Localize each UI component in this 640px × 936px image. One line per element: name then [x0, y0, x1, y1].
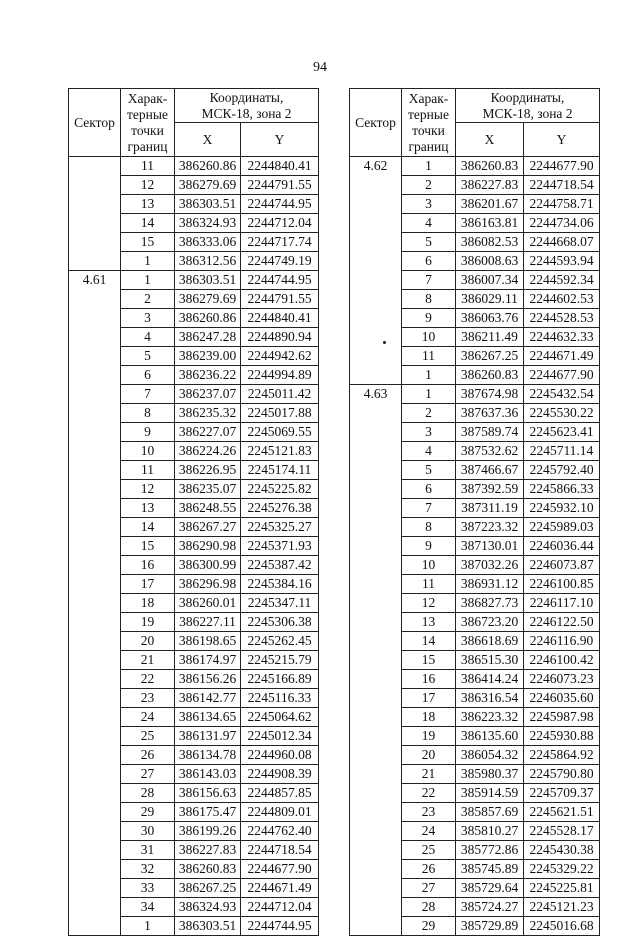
- point-cell: 21: [402, 765, 456, 784]
- y-coordinate-cell: 2245016.68: [524, 917, 600, 936]
- point-cell: 15: [121, 537, 175, 556]
- y-coordinate-cell: 2245621.51: [524, 803, 600, 822]
- point-cell: 29: [121, 803, 175, 822]
- point-cell: 13: [402, 613, 456, 632]
- y-coordinate-cell: 2246100.42: [524, 651, 600, 670]
- y-coordinate-cell: 2244857.85: [241, 784, 319, 803]
- point-cell: 7: [121, 385, 175, 404]
- x-coordinate-cell: 386260.86: [175, 157, 241, 176]
- point-cell: 20: [121, 632, 175, 651]
- point-cell: 21: [121, 651, 175, 670]
- point-cell: 19: [402, 727, 456, 746]
- point-cell: 26: [121, 746, 175, 765]
- header-sector: Сектор: [350, 89, 402, 157]
- y-coordinate-cell: 2244840.41: [241, 157, 319, 176]
- x-coordinate-cell: 385810.27: [456, 822, 524, 841]
- point-cell: 17: [402, 689, 456, 708]
- point-cell: 20: [402, 746, 456, 765]
- y-coordinate-cell: 2244528.53: [524, 309, 600, 328]
- x-coordinate-cell: 386260.83: [456, 157, 524, 176]
- y-coordinate-cell: 2245174.11: [241, 461, 319, 480]
- header-points-line: терные: [127, 106, 168, 122]
- y-coordinate-cell: 2244677.90: [241, 860, 319, 879]
- x-coordinate-cell: 387532.62: [456, 442, 524, 461]
- point-cell: 1: [402, 385, 456, 404]
- x-coordinate-cell: 386303.51: [175, 917, 241, 936]
- point-cell: 1: [402, 157, 456, 176]
- table-row: [350, 385, 600, 404]
- x-coordinate-cell: 385857.69: [456, 803, 524, 822]
- y-coordinate-cell: 2245387.42: [241, 556, 319, 575]
- y-coordinate-cell: 2245528.17: [524, 822, 600, 841]
- point-cell: 23: [402, 803, 456, 822]
- x-coordinate-cell: 386142.77: [175, 689, 241, 708]
- point-cell: 5: [402, 233, 456, 252]
- point-cell: 1: [121, 917, 175, 936]
- point-cell: 28: [121, 784, 175, 803]
- x-coordinate-cell: 386931.12: [456, 575, 524, 594]
- y-coordinate-cell: 2245215.79: [241, 651, 319, 670]
- x-coordinate-cell: 386279.69: [175, 176, 241, 195]
- y-coordinate-cell: 2245262.45: [241, 632, 319, 651]
- x-coordinate-cell: 386211.49: [456, 328, 524, 347]
- point-cell: 7: [402, 271, 456, 290]
- point-cell: 19: [121, 613, 175, 632]
- header-points-line: точки: [412, 122, 445, 138]
- x-coordinate-cell: 385724.27: [456, 898, 524, 917]
- y-coordinate-cell: 2245866.33: [524, 480, 600, 499]
- x-coordinate-cell: 386515.30: [456, 651, 524, 670]
- point-cell: 24: [121, 708, 175, 727]
- header-sector: Сектор: [69, 89, 121, 157]
- header-x: X: [456, 123, 524, 157]
- header-points-line: терные: [408, 106, 449, 122]
- point-cell: 8: [121, 404, 175, 423]
- y-coordinate-cell: 2246117.10: [524, 594, 600, 613]
- header-points-line: точки: [131, 122, 164, 138]
- y-coordinate-cell: 2245347.11: [241, 594, 319, 613]
- header-coordinates-line: Координаты,: [209, 89, 284, 105]
- y-coordinate-cell: 2245430.38: [524, 841, 600, 860]
- point-cell: 7: [402, 499, 456, 518]
- x-coordinate-cell: 387589.74: [456, 423, 524, 442]
- point-cell: 9: [121, 423, 175, 442]
- y-coordinate-cell: 2244762.40: [241, 822, 319, 841]
- point-cell: 17: [121, 575, 175, 594]
- y-coordinate-cell: 2244744.95: [241, 195, 319, 214]
- point-cell: 2: [402, 404, 456, 423]
- y-coordinate-cell: 2244791.55: [241, 290, 319, 309]
- header-points-line: Харак-: [127, 90, 168, 106]
- x-coordinate-cell: 386063.76: [456, 309, 524, 328]
- point-cell: 15: [402, 651, 456, 670]
- point-cell: 33: [121, 879, 175, 898]
- x-coordinate-cell: 385772.86: [456, 841, 524, 860]
- x-coordinate-cell: 386618.69: [456, 632, 524, 651]
- header-points: [402, 89, 456, 157]
- point-cell: 12: [402, 594, 456, 613]
- sector-cell: [69, 157, 121, 271]
- x-coordinate-cell: 386156.26: [175, 670, 241, 689]
- page-number: 94: [313, 60, 327, 75]
- y-coordinate-cell: 2244942.62: [241, 347, 319, 366]
- point-cell: 9: [402, 309, 456, 328]
- y-coordinate-cell: 2244758.71: [524, 195, 600, 214]
- point-cell: 18: [121, 594, 175, 613]
- x-coordinate-cell: 385914.59: [456, 784, 524, 803]
- point-cell: 14: [402, 632, 456, 651]
- point-cell: 2: [121, 290, 175, 309]
- table-row: [69, 157, 319, 176]
- header-points: [121, 89, 175, 157]
- sector-cell: 4.61: [69, 271, 121, 936]
- y-coordinate-cell: 2245792.40: [524, 461, 600, 480]
- y-coordinate-cell: 2246073.23: [524, 670, 600, 689]
- x-coordinate-cell: 386224.26: [175, 442, 241, 461]
- x-coordinate-cell: 386131.97: [175, 727, 241, 746]
- y-coordinate-cell: 2244677.90: [524, 157, 600, 176]
- point-cell: 3: [402, 423, 456, 442]
- x-coordinate-cell: 386198.65: [175, 632, 241, 651]
- y-coordinate-cell: 2245864.92: [524, 746, 600, 765]
- header-points-line: границ: [127, 138, 168, 154]
- x-coordinate-cell: 386333.06: [175, 233, 241, 252]
- header-coordinates-line: МСК-18, зона 2: [201, 105, 292, 121]
- point-cell: 3: [402, 195, 456, 214]
- y-coordinate-cell: 2244671.49: [524, 347, 600, 366]
- x-coordinate-cell: 386260.83: [456, 366, 524, 385]
- point-cell: 10: [402, 556, 456, 575]
- header-coordinates-line: Координаты,: [490, 89, 565, 105]
- x-coordinate-cell: 385729.89: [456, 917, 524, 936]
- header-y: Y: [524, 123, 600, 157]
- x-coordinate-cell: 386029.11: [456, 290, 524, 309]
- table-row: [69, 271, 319, 290]
- y-coordinate-cell: 2245121.83: [241, 442, 319, 461]
- point-cell: 16: [121, 556, 175, 575]
- point-cell: 29: [402, 917, 456, 936]
- x-coordinate-cell: 386143.03: [175, 765, 241, 784]
- y-coordinate-cell: 2245989.03: [524, 518, 600, 537]
- x-coordinate-cell: 386134.78: [175, 746, 241, 765]
- x-coordinate-cell: 386237.07: [175, 385, 241, 404]
- point-cell: 3: [121, 309, 175, 328]
- sector-cell: 4.62: [350, 157, 402, 385]
- point-cell: 10: [402, 328, 456, 347]
- x-coordinate-cell: 386723.20: [456, 613, 524, 632]
- header-y: Y: [241, 123, 319, 157]
- x-coordinate-cell: 386260.83: [175, 860, 241, 879]
- x-coordinate-cell: 387032.26: [456, 556, 524, 575]
- y-coordinate-cell: 2245530.22: [524, 404, 600, 423]
- x-coordinate-cell: 386156.63: [175, 784, 241, 803]
- x-coordinate-cell: 387674.98: [456, 385, 524, 404]
- x-coordinate-cell: 386235.07: [175, 480, 241, 499]
- x-coordinate-cell: 385980.37: [456, 765, 524, 784]
- y-coordinate-cell: 2245432.54: [524, 385, 600, 404]
- point-cell: 1: [121, 271, 175, 290]
- point-cell: 2: [402, 176, 456, 195]
- y-coordinate-cell: 2244840.41: [241, 309, 319, 328]
- y-coordinate-cell: 2244592.34: [524, 271, 600, 290]
- x-coordinate-cell: 386174.97: [175, 651, 241, 670]
- point-cell: 30: [121, 822, 175, 841]
- y-coordinate-cell: 2245225.82: [241, 480, 319, 499]
- point-cell: 25: [121, 727, 175, 746]
- point-cell: 4: [402, 214, 456, 233]
- x-coordinate-cell: 386267.27: [175, 518, 241, 537]
- y-coordinate-cell: 2244632.33: [524, 328, 600, 347]
- table-body: [69, 157, 319, 936]
- x-coordinate-cell: 386223.32: [456, 708, 524, 727]
- x-coordinate-cell: 386227.11: [175, 613, 241, 632]
- x-coordinate-cell: 386227.07: [175, 423, 241, 442]
- point-cell: 11: [121, 461, 175, 480]
- y-coordinate-cell: 2244668.07: [524, 233, 600, 252]
- point-cell: 28: [402, 898, 456, 917]
- x-coordinate-cell: 386303.51: [175, 271, 241, 290]
- x-coordinate-cell: 386267.25: [175, 879, 241, 898]
- point-cell: 13: [121, 195, 175, 214]
- table-body: [350, 157, 600, 936]
- x-coordinate-cell: 387223.32: [456, 518, 524, 537]
- point-cell: 1: [402, 366, 456, 385]
- y-coordinate-cell: 2245711.14: [524, 442, 600, 461]
- x-coordinate-cell: 386082.53: [456, 233, 524, 252]
- y-coordinate-cell: 2246036.44: [524, 537, 600, 556]
- y-coordinate-cell: 2244791.55: [241, 176, 319, 195]
- y-coordinate-cell: 2245623.41: [524, 423, 600, 442]
- coordinates-table-right: [349, 88, 600, 936]
- x-coordinate-cell: 385745.89: [456, 860, 524, 879]
- x-coordinate-cell: 386135.60: [456, 727, 524, 746]
- y-coordinate-cell: 2245790.80: [524, 765, 600, 784]
- point-cell: 26: [402, 860, 456, 879]
- point-cell: 13: [121, 499, 175, 518]
- point-cell: 22: [121, 670, 175, 689]
- y-coordinate-cell: 2245384.16: [241, 575, 319, 594]
- stray-dot-mark: [383, 341, 386, 344]
- x-coordinate-cell: 386227.83: [456, 176, 524, 195]
- point-cell: 27: [402, 879, 456, 898]
- header-x: X: [175, 123, 241, 157]
- y-coordinate-cell: 2245064.62: [241, 708, 319, 727]
- x-coordinate-cell: 386324.93: [175, 214, 241, 233]
- y-coordinate-cell: 2245325.27: [241, 518, 319, 537]
- x-coordinate-cell: 386260.86: [175, 309, 241, 328]
- y-coordinate-cell: 2245121.23: [524, 898, 600, 917]
- point-cell: 6: [402, 252, 456, 271]
- point-cell: 16: [402, 670, 456, 689]
- x-coordinate-cell: 386247.28: [175, 328, 241, 347]
- y-coordinate-cell: 2244744.95: [241, 271, 319, 290]
- y-coordinate-cell: 2245166.89: [241, 670, 319, 689]
- point-cell: 14: [121, 518, 175, 537]
- point-cell: 11: [402, 575, 456, 594]
- y-coordinate-cell: 2244749.19: [241, 252, 319, 271]
- point-cell: 8: [402, 290, 456, 309]
- point-cell: 1: [121, 252, 175, 271]
- y-coordinate-cell: 2244671.49: [241, 879, 319, 898]
- y-coordinate-cell: 2244994.89: [241, 366, 319, 385]
- point-cell: 6: [121, 366, 175, 385]
- point-cell: 4: [121, 328, 175, 347]
- x-coordinate-cell: 386827.73: [456, 594, 524, 613]
- point-cell: 32: [121, 860, 175, 879]
- y-coordinate-cell: 2245329.22: [524, 860, 600, 879]
- y-coordinate-cell: 2245116.33: [241, 689, 319, 708]
- x-coordinate-cell: 386290.98: [175, 537, 241, 556]
- y-coordinate-cell: 2245011.42: [241, 385, 319, 404]
- x-coordinate-cell: 386296.98: [175, 575, 241, 594]
- point-cell: 18: [402, 708, 456, 727]
- point-cell: 14: [121, 214, 175, 233]
- y-coordinate-cell: 2244809.01: [241, 803, 319, 822]
- x-coordinate-cell: 386134.65: [175, 708, 241, 727]
- x-coordinate-cell: 386267.25: [456, 347, 524, 366]
- x-coordinate-cell: 386260.01: [175, 594, 241, 613]
- y-coordinate-cell: 2245371.93: [241, 537, 319, 556]
- y-coordinate-cell: 2246116.90: [524, 632, 600, 651]
- header-points-line: Харак-: [408, 90, 449, 106]
- y-coordinate-cell: 2244960.08: [241, 746, 319, 765]
- y-coordinate-cell: 2245017.88: [241, 404, 319, 423]
- y-coordinate-cell: 2244734.06: [524, 214, 600, 233]
- y-coordinate-cell: 2245225.81: [524, 879, 600, 898]
- point-cell: 23: [121, 689, 175, 708]
- y-coordinate-cell: 2246035.60: [524, 689, 600, 708]
- x-coordinate-cell: 386324.93: [175, 898, 241, 917]
- x-coordinate-cell: 386163.81: [456, 214, 524, 233]
- x-coordinate-cell: 386201.67: [456, 195, 524, 214]
- table-row: [350, 157, 600, 176]
- y-coordinate-cell: 2244717.74: [241, 233, 319, 252]
- point-cell: 5: [402, 461, 456, 480]
- x-coordinate-cell: 386227.83: [175, 841, 241, 860]
- point-cell: 8: [402, 518, 456, 537]
- point-cell: 6: [402, 480, 456, 499]
- x-coordinate-cell: 386235.32: [175, 404, 241, 423]
- point-cell: 4: [402, 442, 456, 461]
- point-cell: 11: [402, 347, 456, 366]
- x-coordinate-cell: 387130.01: [456, 537, 524, 556]
- coordinates-table-left: [68, 88, 319, 936]
- y-coordinate-cell: 2246073.87: [524, 556, 600, 575]
- header-points-line: границ: [408, 138, 449, 154]
- header-coordinates-line: МСК-18, зона 2: [482, 105, 573, 121]
- point-cell: 31: [121, 841, 175, 860]
- x-coordinate-cell: 386300.99: [175, 556, 241, 575]
- header-coordinates: [175, 89, 319, 123]
- y-coordinate-cell: 2245932.10: [524, 499, 600, 518]
- point-cell: 34: [121, 898, 175, 917]
- x-coordinate-cell: 386054.32: [456, 746, 524, 765]
- y-coordinate-cell: 2245709.37: [524, 784, 600, 803]
- x-coordinate-cell: 386303.51: [175, 195, 241, 214]
- y-coordinate-cell: 2244677.90: [524, 366, 600, 385]
- y-coordinate-cell: 2244908.39: [241, 765, 319, 784]
- point-cell: 12: [121, 176, 175, 195]
- x-coordinate-cell: 386279.69: [175, 290, 241, 309]
- x-coordinate-cell: 387392.59: [456, 480, 524, 499]
- y-coordinate-cell: 2246100.85: [524, 575, 600, 594]
- x-coordinate-cell: 386007.34: [456, 271, 524, 290]
- sector-cell: 4.63: [350, 385, 402, 936]
- y-coordinate-cell: 2245987.98: [524, 708, 600, 727]
- header-coordinates: [456, 89, 600, 123]
- y-coordinate-cell: 2246122.50: [524, 613, 600, 632]
- y-coordinate-cell: 2244718.54: [524, 176, 600, 195]
- point-cell: 10: [121, 442, 175, 461]
- y-coordinate-cell: 2244712.04: [241, 898, 319, 917]
- x-coordinate-cell: 386199.26: [175, 822, 241, 841]
- x-coordinate-cell: 386008.63: [456, 252, 524, 271]
- x-coordinate-cell: 386226.95: [175, 461, 241, 480]
- y-coordinate-cell: 2244890.94: [241, 328, 319, 347]
- x-coordinate-cell: 386414.24: [456, 670, 524, 689]
- y-coordinate-cell: 2245069.55: [241, 423, 319, 442]
- point-cell: 11: [121, 157, 175, 176]
- point-cell: 9: [402, 537, 456, 556]
- x-coordinate-cell: 386236.22: [175, 366, 241, 385]
- y-coordinate-cell: 2244744.95: [241, 917, 319, 936]
- y-coordinate-cell: 2245012.34: [241, 727, 319, 746]
- x-coordinate-cell: 387466.67: [456, 461, 524, 480]
- y-coordinate-cell: 2244712.04: [241, 214, 319, 233]
- x-coordinate-cell: 385729.64: [456, 879, 524, 898]
- y-coordinate-cell: 2244718.54: [241, 841, 319, 860]
- y-coordinate-cell: 2245930.88: [524, 727, 600, 746]
- x-coordinate-cell: 387311.19: [456, 499, 524, 518]
- y-coordinate-cell: 2244593.94: [524, 252, 600, 271]
- point-cell: 27: [121, 765, 175, 784]
- point-cell: 25: [402, 841, 456, 860]
- x-coordinate-cell: 386175.47: [175, 803, 241, 822]
- x-coordinate-cell: 386316.54: [456, 689, 524, 708]
- point-cell: 24: [402, 822, 456, 841]
- point-cell: 12: [121, 480, 175, 499]
- y-coordinate-cell: 2245306.38: [241, 613, 319, 632]
- point-cell: 15: [121, 233, 175, 252]
- x-coordinate-cell: 386239.00: [175, 347, 241, 366]
- point-cell: 5: [121, 347, 175, 366]
- point-cell: 22: [402, 784, 456, 803]
- x-coordinate-cell: 387637.36: [456, 404, 524, 423]
- y-coordinate-cell: 2244602.53: [524, 290, 600, 309]
- x-coordinate-cell: 386312.56: [175, 252, 241, 271]
- x-coordinate-cell: 386248.55: [175, 499, 241, 518]
- y-coordinate-cell: 2245276.38: [241, 499, 319, 518]
